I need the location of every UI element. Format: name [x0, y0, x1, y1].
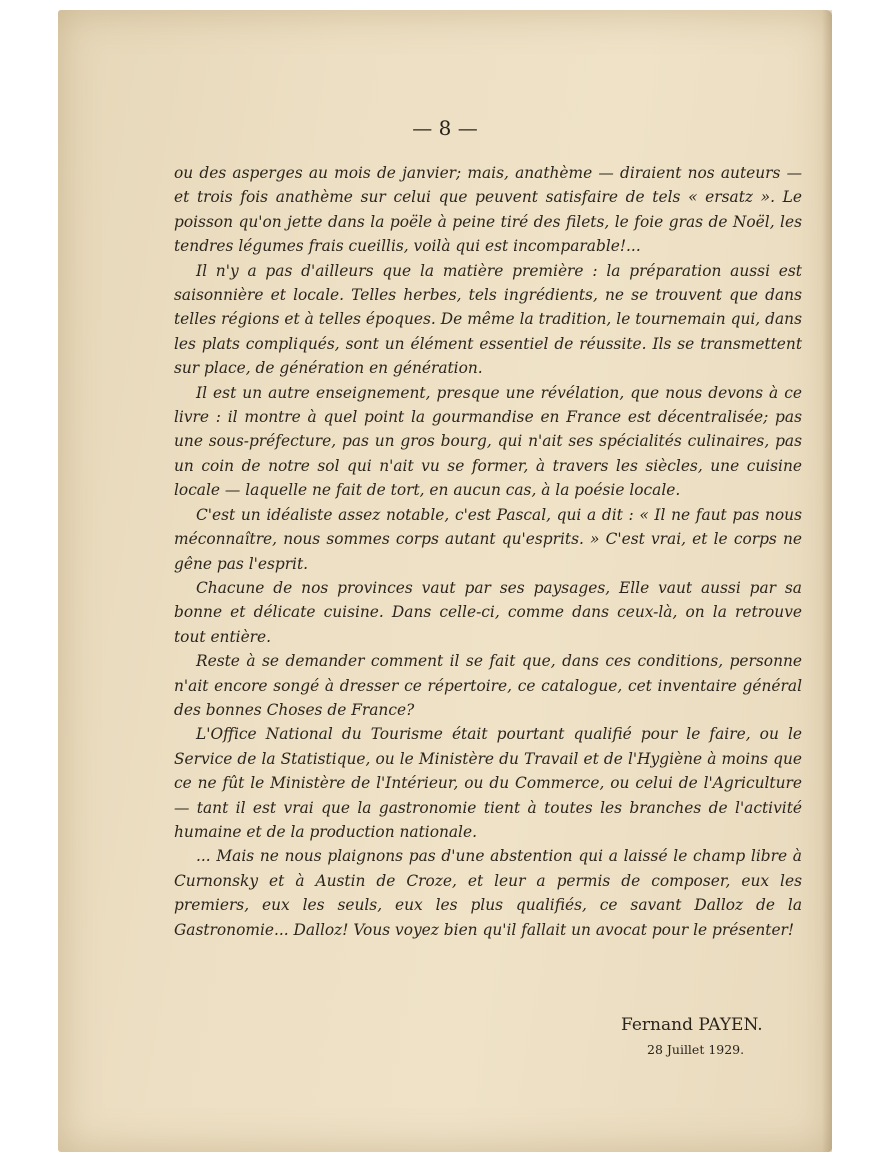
paragraph-8: ... Mais ne nous plaignons pas d'une abstention qui a laissé le champ libre à Curnonsky et à Austin de Croze, et leur a permis de composer, eux les premiers, eux les seuls, eux les plus qualifiés, ce savant Dalloz de la Gastronomie... Dalloz! Vous voyez bien qu'il fallait un avocat pour le présenter!: [174, 847, 802, 939]
paragraph-3: Il est un autre enseignement, presque une révélation, que nous devons à ce livre : il montre à quel point la gourmandise en France est décentralisée; pas une sous-préfecture, pas un gros bourg, qui n'ait ses spécialités culinaires, pas un coin de notre sol qui n'ait vu se former, à travers les siècles, une cuisine locale — laquelle ne fait de tort, en aucun cas, à la poésie locale.: [174, 383, 802, 500]
paragraph-7: L'Office National du Tourisme était pourtant qualifié pour le faire, ou le Service de la Statistique, ou le Ministère du Travail et de l'Hygiène à moins que ce ne fût le Ministère de l'Intérieur, ou du Commerce, ou celui de l'Agriculture — tant il est vrai que la gastronomie tient à toutes les branches de l'activité humaine et de la production nationale.: [174, 725, 802, 841]
author-signature: Fernand PAYEN.: [621, 1015, 763, 1035]
signature-date: 28 Juillet 1929.: [647, 1042, 745, 1057]
page-number: — 8 —: [412, 116, 478, 140]
paragraph-2: Il n'y a pas d'ailleurs que la matière première : la préparation aussi est saisonnière et locale. Telles herbes, tels ingrédients, ne se trouvent que dans telles régions et à telles époques. De même la tradition, le tournemain qui, dans les plats compliqués, sont un élément essentiel de réussite. Ils se transmettent sur place, de génération en génération.: [174, 261, 802, 378]
body-text: [174, 161, 802, 942]
paragraph-1: ou des asperges au mois de janvier; mais, anathème — diraient nos auteurs — et trois fois anathème sur celui que peuvent satisfaire de tels « ersatz ». Le poisson qu'on jette dans la poële à peine tiré des filets, le foie gras de Noël, les tendres légumes frais cueillis, voilà qui est incomparable!...: [174, 164, 802, 256]
paragraph-6: Reste à se demander comment il se fait que, dans ces conditions, personne n'ait encore songé à dresser ce répertoire, ce catalogue, cet inventaire général des bonnes Choses de France?: [174, 652, 802, 719]
paragraph-5: Chacune de nos provinces vaut par ses paysages, Elle vaut aussi par sa bonne et délicate cuisine. Dans celle-ci, comme dans ceux-là, on la retrouve tout entière.: [174, 578, 802, 646]
book-page: [58, 10, 832, 1152]
paragraph-4: C'est un idéaliste assez notable, c'est Pascal, qui a dit : « Il ne faut pas nous méconnaître, nous sommes corps autant qu'esprits. » C'est vrai, et le corps ne gêne pas l'esprit.: [174, 505, 802, 573]
